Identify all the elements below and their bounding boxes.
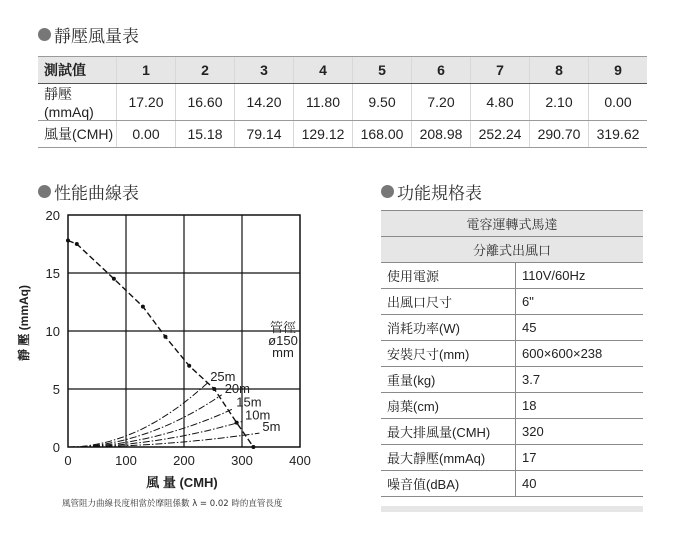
annotation-text: 管徑 — [269, 320, 297, 335]
fan-curve-point — [66, 239, 70, 243]
fan-curve-point — [212, 387, 216, 391]
x-tick-label: 300 — [231, 453, 253, 468]
spec-key: 使用電源 — [381, 263, 516, 289]
spec-header-cell: 電容運轉式馬達 — [381, 211, 643, 237]
y-axis-label-text: 靜 壓 (mmAq) — [17, 285, 31, 361]
table-cell: 15.18 — [176, 121, 235, 148]
duct-curve-label: 5m — [262, 419, 281, 435]
duct-curve-label: 10m — [245, 407, 271, 423]
table-cell: 4.80 — [471, 84, 530, 121]
spec-table-footer — [381, 506, 643, 512]
table-cell: 0.00 — [117, 121, 176, 148]
spec-value: 600×600×238 — [516, 341, 644, 367]
x-tick-label: 100 — [115, 453, 137, 468]
table-cell: 319.62 — [589, 121, 648, 148]
table-cell: 168.00 — [353, 121, 412, 148]
spec-row — [381, 341, 643, 367]
table-row — [38, 121, 647, 148]
static-table-title-text: 靜壓風量表 — [54, 27, 139, 47]
table-cell: 0.00 — [589, 84, 648, 121]
spec-header-cell: 分離式出風口 — [381, 237, 643, 263]
spec-section-title-text: 功能規格表 — [397, 184, 482, 204]
header-cell: 5 — [353, 57, 412, 84]
static-table-title — [38, 22, 139, 47]
table-cell: 2.10 — [530, 84, 589, 121]
header-cell: 8 — [530, 57, 589, 84]
header-cell: 2 — [176, 57, 235, 84]
spec-row — [381, 263, 643, 289]
spec-value: 320 — [516, 419, 644, 445]
spec-value: 110V/60Hz — [516, 263, 644, 289]
annotation-text: mm — [272, 345, 294, 360]
fan-curve-point — [141, 305, 145, 309]
spec-key: 重量(kg) — [381, 367, 516, 393]
y-axis-label — [16, 283, 34, 366]
spec-header-row — [381, 211, 643, 237]
duct-curve-label: 25m — [210, 369, 236, 385]
spec-section-title — [381, 179, 482, 204]
y-tick-label: 15 — [45, 266, 60, 281]
spec-row — [381, 471, 643, 497]
table-cell: 79.14 — [235, 121, 294, 148]
spec-header-row — [381, 237, 643, 263]
table-cell: 11.80 — [294, 84, 353, 121]
table-cell: 17.20 — [117, 84, 176, 121]
spec-key: 扇葉(cm) — [381, 393, 516, 419]
duct-curve-label: 15m — [236, 394, 262, 410]
table-cell: 靜壓(mmAq) — [38, 84, 117, 121]
spec-key: 噪音值(dBA) — [381, 471, 516, 497]
duct-curve-line — [68, 383, 207, 447]
table-cell: 9.50 — [353, 84, 412, 121]
x-tick-label: 200 — [173, 453, 195, 468]
bullet-icon — [381, 185, 394, 198]
annotation-text: ø150 — [268, 333, 298, 348]
spec-key: 安裝尺寸(mm) — [381, 341, 516, 367]
duct-labels — [210, 369, 280, 434]
fan-curve-line — [68, 241, 253, 448]
table-cell: 風量(CMH) — [38, 121, 117, 148]
static-pressure-table — [38, 56, 647, 148]
header-cell: 7 — [471, 57, 530, 84]
spec-key: 最大靜壓(mmAq) — [381, 445, 516, 471]
x-tick-label: 0 — [64, 453, 72, 468]
spec-key: 出風口尺寸 — [381, 289, 516, 315]
spec-key: 消耗功率(W) — [381, 315, 516, 341]
table-cell: 208.98 — [412, 121, 471, 148]
curve-section-title-text: 性能曲線表 — [54, 184, 139, 204]
x-axis-label: 風 量 (CMH) — [146, 475, 218, 490]
fan-curve-point — [187, 364, 191, 368]
table-cell: 290.70 — [530, 121, 589, 148]
spec-value: 45 — [516, 315, 644, 341]
spec-row — [381, 367, 643, 393]
spec-value: 3.7 — [516, 367, 644, 393]
y-tick-label: 5 — [52, 382, 60, 397]
header-cell: 1 — [117, 57, 176, 84]
duct-curve-label: 20m — [224, 380, 250, 396]
header-cell: 6 — [412, 57, 471, 84]
spec-row — [381, 393, 643, 419]
header-cell: 4 — [294, 57, 353, 84]
spec-value: 17 — [516, 445, 644, 471]
y-axis-label-svg — [16, 283, 34, 363]
performance-chart — [0, 195, 340, 495]
spec-table — [381, 210, 643, 497]
spec-row — [381, 419, 643, 445]
x-tick-label: 400 — [289, 453, 311, 468]
fan-curve-point — [75, 242, 79, 246]
bullet-icon — [38, 28, 51, 41]
duct-curve-line — [68, 409, 233, 447]
spec-row — [381, 315, 643, 341]
spec-value: 18 — [516, 393, 644, 419]
y-tick-label: 0 — [52, 440, 60, 455]
spec-row — [381, 445, 643, 471]
spec-value: 40 — [516, 471, 644, 497]
header-cell: 9 — [589, 57, 648, 84]
header-cell: 測試值 — [38, 57, 117, 84]
fan-curve-point — [251, 445, 255, 449]
fan-curve-point — [235, 421, 239, 425]
fan-curve-point — [112, 277, 116, 281]
fan-curve-point — [163, 335, 167, 339]
duct-curve-line — [68, 422, 242, 448]
spec-row — [381, 289, 643, 315]
fan-curve — [66, 239, 255, 449]
y-tick-label: 20 — [45, 208, 60, 223]
table-cell: 7.20 — [412, 84, 471, 121]
table-cell: 252.24 — [471, 121, 530, 148]
table-header-row — [38, 57, 647, 84]
y-tick-label: 10 — [45, 324, 60, 339]
chart-footnote: 風管阻力曲線長度相當於摩阻係數 λ = 0.02 時的直管長度 — [62, 499, 283, 509]
table-cell: 16.60 — [176, 84, 235, 121]
table-row — [38, 84, 647, 121]
table-cell: 14.20 — [235, 84, 294, 121]
header-cell: 3 — [235, 57, 294, 84]
spec-value: 6" — [516, 289, 644, 315]
spec-key: 最大排風量(CMH) — [381, 419, 516, 445]
table-cell: 129.12 — [294, 121, 353, 148]
